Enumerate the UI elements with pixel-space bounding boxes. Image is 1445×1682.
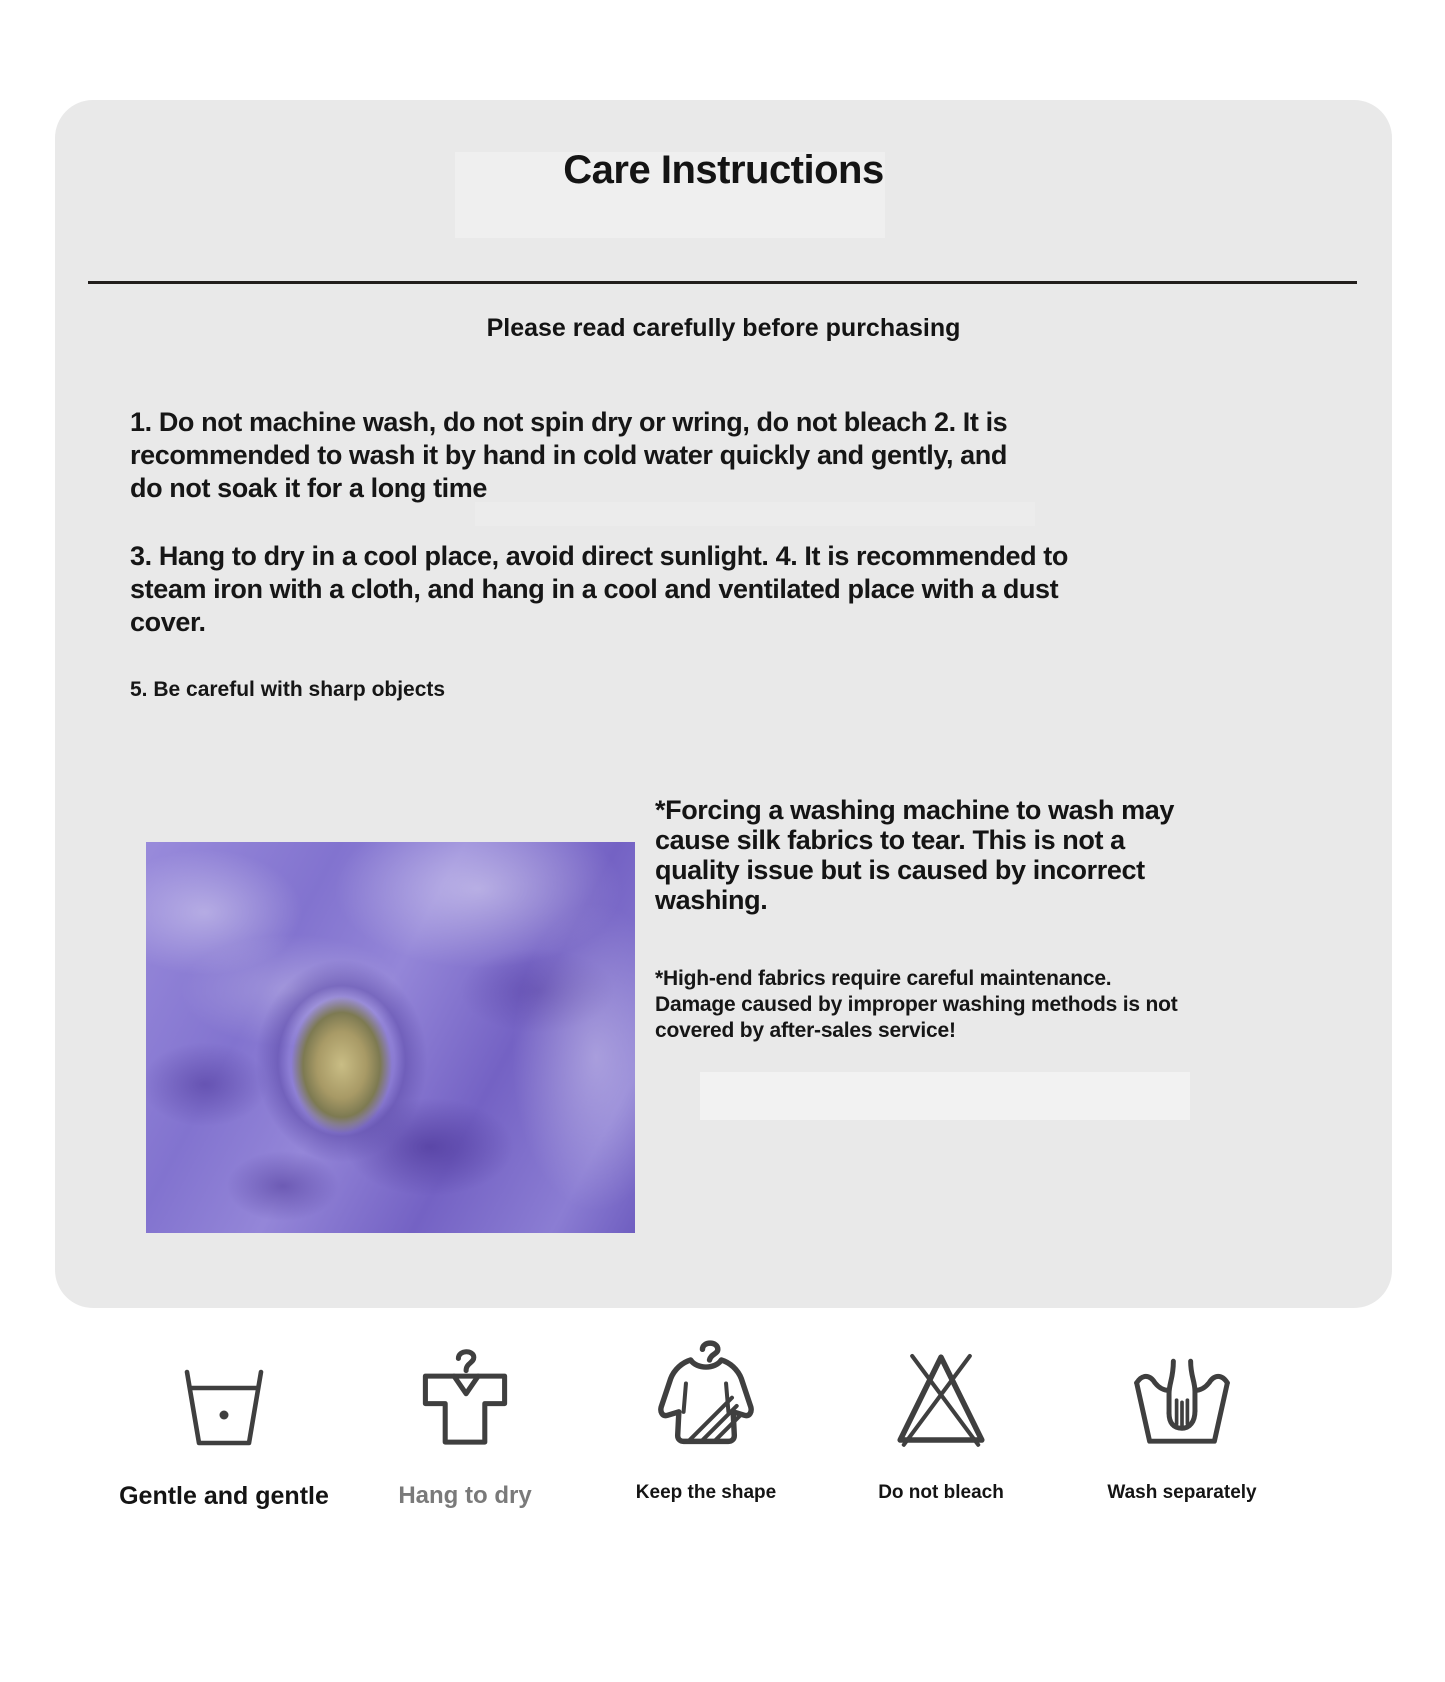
warning-text xyxy=(655,795,1174,915)
care-line: 1. Do not machine wash, do not spin dry or wring, do not bleach 2. It is xyxy=(130,407,1008,437)
subtitle: Please read carefully before purchasing xyxy=(486,314,961,342)
warning-line: washing. xyxy=(655,885,768,915)
care-line: cover. xyxy=(130,607,206,637)
care-symbols-row xyxy=(0,1348,1445,1568)
title-divider xyxy=(88,281,1357,284)
note-line: covered by after-sales service! xyxy=(655,1019,956,1042)
care-symbol-gentle-wash xyxy=(94,1348,354,1511)
hand-in-basin-icon xyxy=(1052,1348,1312,1452)
warning-line: quality issue but is caused by incorrect xyxy=(655,855,1145,885)
care-symbol-label: Wash separately xyxy=(1107,1482,1257,1503)
care-symbol-label: Keep the shape xyxy=(635,1482,777,1503)
care-line: 3. Hang to dry in a cool place, avoid direct sunlight. 4. It is recommended to xyxy=(130,541,1068,571)
paragraph-ghost-box xyxy=(475,502,1035,526)
care-symbol-keep-shape xyxy=(576,1348,836,1504)
warning-line: cause silk fabrics to tear. This is not a xyxy=(655,825,1125,855)
warning-line: *Forcing a washing machine to wash may xyxy=(655,795,1174,825)
care-card xyxy=(55,100,1392,1308)
after-sales-note xyxy=(655,966,1178,1044)
care-line: recommended to wash it by hand in cold water quickly and gently, and xyxy=(130,440,1007,470)
care-symbol-hang-dry xyxy=(335,1348,595,1510)
instruction-item-5: 5. Be careful with sharp objects xyxy=(130,678,446,701)
faint-highlight-band xyxy=(700,1072,1190,1120)
care-symbol-wash-separately xyxy=(1052,1348,1312,1504)
care-line: do not soak it for a long time xyxy=(130,473,488,503)
instruction-paragraph-2 xyxy=(130,540,1068,639)
instruction-paragraph-1 xyxy=(130,406,1007,505)
hanging-garment-icon xyxy=(576,1348,836,1452)
handwash-basin-dot-icon xyxy=(94,1348,354,1452)
shirt-on-hanger-icon xyxy=(335,1348,595,1452)
care-symbol-label: Gentle and gentle xyxy=(119,1482,329,1510)
care-symbol-label: Hang to dry xyxy=(398,1482,532,1509)
torn-fabric-image xyxy=(146,842,635,1233)
care-symbol-no-bleach xyxy=(811,1348,1071,1504)
note-line: *High-end fabrics require careful maintenance. xyxy=(655,967,1112,990)
care-line: steam iron with a cloth, and hang in a cool and ventilated place with a dust xyxy=(130,574,1059,604)
crossed-triangle-icon xyxy=(811,1348,1071,1452)
page-title: Care Instructions xyxy=(563,148,884,192)
note-line: Damage caused by improper washing methods is not xyxy=(655,993,1178,1016)
care-symbol-label: Do not bleach xyxy=(878,1482,1004,1503)
